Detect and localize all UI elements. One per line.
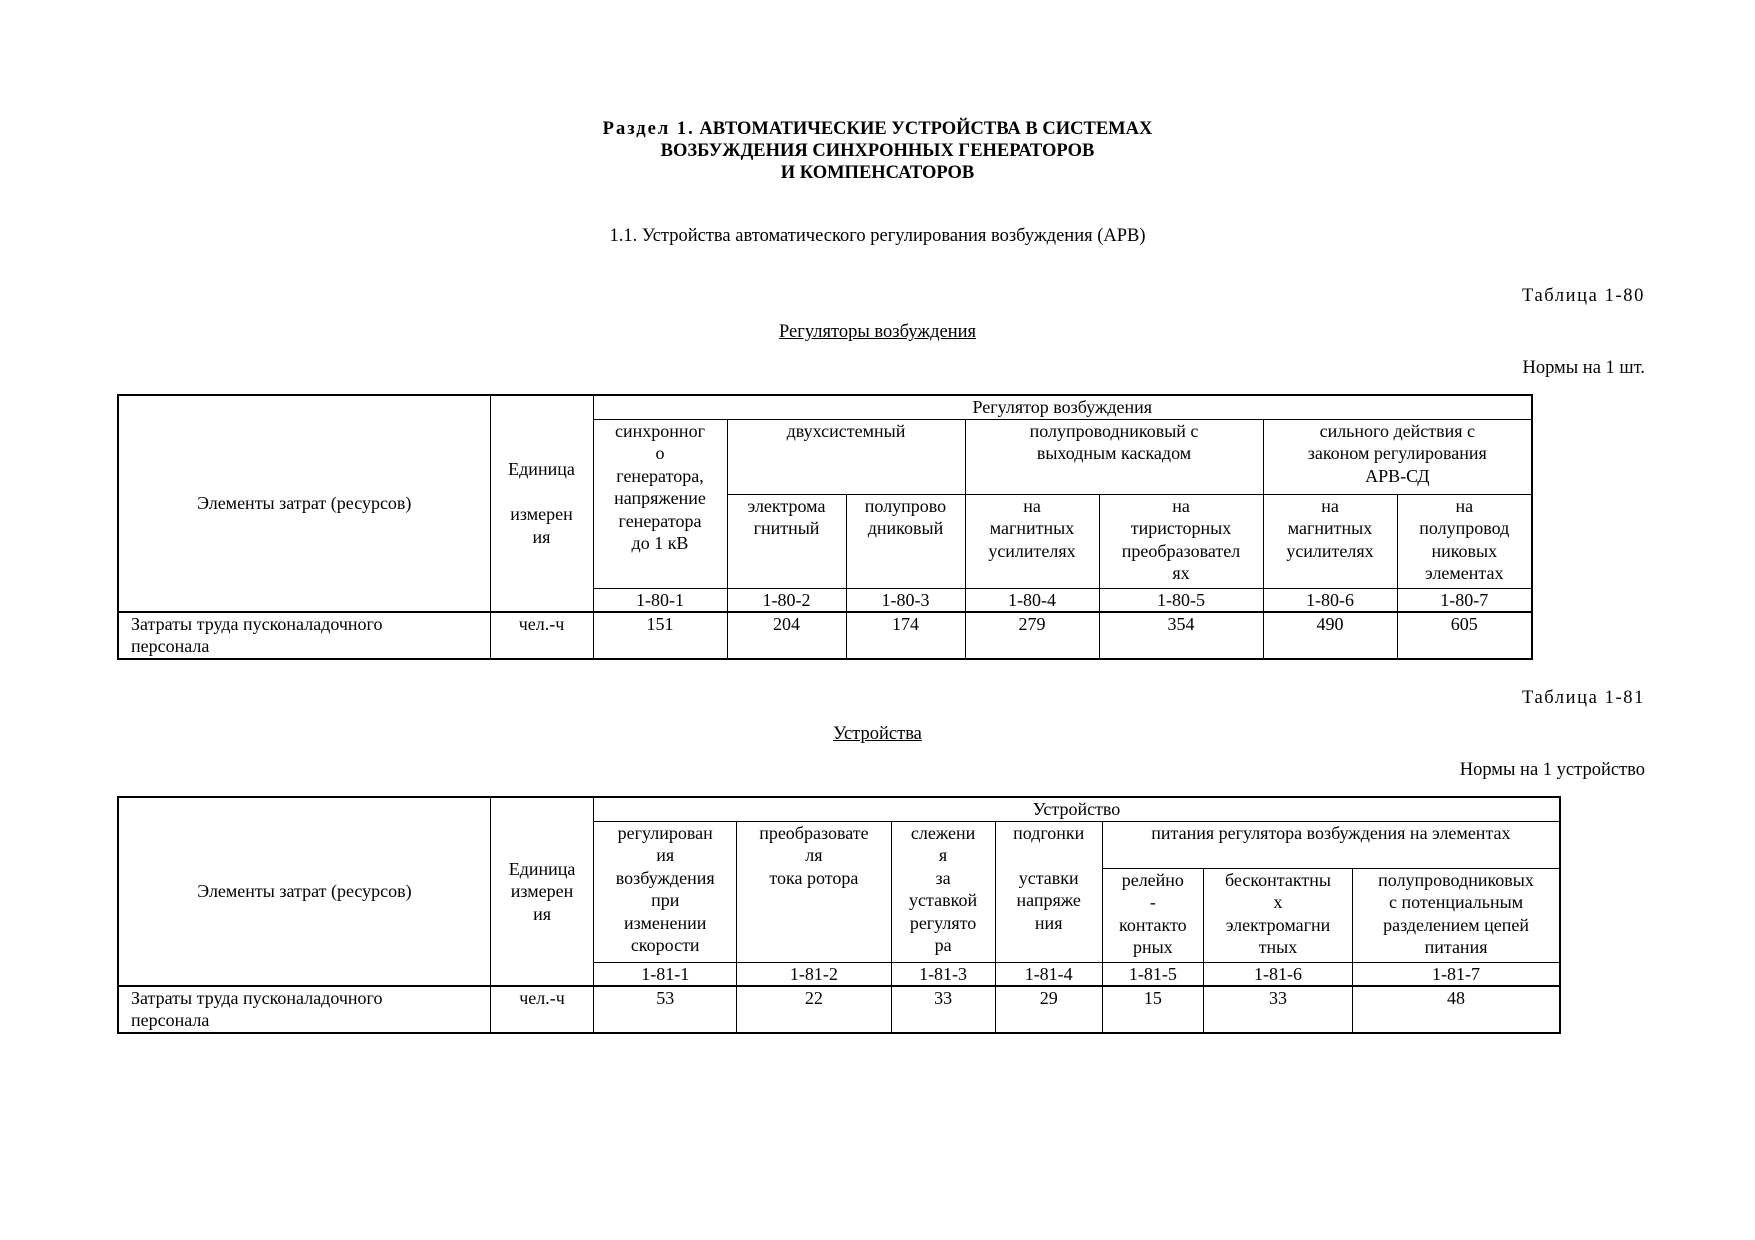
table2 (117, 796, 1561, 1034)
table1-header-magnetic-amplifiers: на магнитных усилителях (965, 494, 1099, 588)
table2-code: 1-81-2 (737, 962, 891, 986)
table2-header-power-supply: питания регулятора возбуждения на элементах (1102, 821, 1560, 868)
table1-value: 151 (593, 612, 727, 659)
section-title-line1: АВТОМАТИЧЕСКИЕ УСТРОЙСТВА В СИСТЕМАХ (699, 119, 1153, 139)
table1-header-semiconductor-dual: полупрово дниковый (846, 494, 965, 588)
table1-code: 1-80-3 (846, 588, 965, 612)
table2-value: 33 (891, 986, 995, 1033)
table2-code: 1-81-4 (995, 962, 1102, 986)
table1-header-thyristor-converters: на тиристорных преобразовател ях (1099, 494, 1263, 588)
table2-code: 1-81-6 (1203, 962, 1352, 986)
table2-number: Таблица 1-81 (1522, 688, 1645, 708)
section-title-line2: ВОЗБУЖДЕНИЯ СИНХРОННЫХ ГЕНЕРАТОРОВ (660, 141, 1095, 161)
table1-caption: Регуляторы возбуждения (778, 322, 976, 342)
table1-row-labor (118, 612, 1532, 659)
table2-row-label: Затраты труда пусконаладочного персонала (118, 986, 490, 1033)
table1-header-elements: Элементы затрат (ресурсов) (118, 395, 490, 612)
table1-header-semiconductor: полупроводниковый с выходным каскадом (965, 419, 1263, 494)
table2-row-labor (118, 986, 1560, 1033)
table1-header-unit: Единица измерен ия (490, 395, 593, 612)
table1-code: 1-80-5 (1099, 588, 1263, 612)
table2-header-setpoint-tracking: слежени я за уставкой регулято ра (891, 821, 995, 962)
table2-value: 29 (995, 986, 1102, 1033)
section-title-prefix: Раздел 1. (602, 119, 695, 139)
table2-row-unit: чел.-ч (490, 986, 593, 1033)
subsection-title: 1.1. Устройства автоматического регулирования возбуждения (АРВ) (609, 226, 1146, 246)
table2-header-contactless: бесконтактны х электромагни тных (1203, 868, 1352, 962)
table1-value: 204 (727, 612, 846, 659)
table2-header-group: Устройство (594, 797, 1560, 821)
table1-number: Таблица 1-80 (1522, 286, 1645, 306)
table2-header-relay-contact: релейно - контакто рных (1102, 868, 1203, 962)
table2-header-rotor-converter: преобразовате ля тока ротора (737, 821, 891, 962)
table1-value: 354 (1099, 612, 1263, 659)
table1-value: 605 (1397, 612, 1532, 659)
table1-header-dual-system: двухсистемный (727, 419, 965, 494)
table2-header-excitation-regulation: регулирован ия возбуждения при изменении скорости (594, 821, 737, 962)
table1-header-magnetic-amplifiers-sd: на магнитных усилителях (1263, 494, 1397, 588)
table1-header-electromagnetic: электрома гнитный (727, 494, 846, 588)
table2-value: 22 (737, 986, 891, 1033)
table2-header-semiconductor-potential: полупроводниковых с потенциальным разделением цепей питания (1353, 868, 1560, 962)
table1-row-label: Затраты труда пусконаладочного персонала (118, 612, 490, 659)
table2-value: 48 (1353, 986, 1560, 1033)
table2-header-elements: Элементы затрат (ресурсов) (118, 797, 490, 986)
section-title (0, 118, 1755, 184)
table1-header-semiconductor-elements: на полупровод никовых элементах (1397, 494, 1532, 588)
table1-code: 1-80-4 (965, 588, 1099, 612)
table2-code: 1-81-5 (1102, 962, 1203, 986)
section-title-line3: И КОМПЕНСАТОРОВ (780, 163, 975, 183)
table2-header-voltage-adjustment: подгонки уставки напряже ния (995, 821, 1102, 962)
table2-header-unit: Единица измерен ия (490, 797, 593, 986)
table2-code: 1-81-7 (1353, 962, 1560, 986)
table2-norms: Нормы на 1 устройство (1459, 760, 1645, 780)
table1-header-group: Регулятор возбуждения (593, 395, 1532, 419)
table1-value: 174 (846, 612, 965, 659)
table2-caption: Устройства (833, 724, 922, 744)
table2-value: 53 (594, 986, 737, 1033)
table1-header-strong-action: сильного действия с законом регулирования АРВ-СД (1263, 419, 1532, 494)
table1-header-sync-generator: синхронног о генератора, напряжение генератора до 1 кВ (593, 419, 727, 588)
table2-code: 1-81-3 (891, 962, 995, 986)
table2-value: 33 (1203, 986, 1352, 1033)
table1-value: 490 (1263, 612, 1397, 659)
table1-code: 1-80-7 (1397, 588, 1532, 612)
table2-value: 15 (1102, 986, 1203, 1033)
table1-code: 1-80-6 (1263, 588, 1397, 612)
table1-row-unit: чел.-ч (490, 612, 593, 659)
table1-norms: Нормы на 1 шт. (1522, 358, 1645, 378)
table1-code: 1-80-2 (727, 588, 846, 612)
table1 (117, 394, 1533, 660)
table2-code: 1-81-1 (594, 962, 737, 986)
table1-code: 1-80-1 (593, 588, 727, 612)
table1-value: 279 (965, 612, 1099, 659)
